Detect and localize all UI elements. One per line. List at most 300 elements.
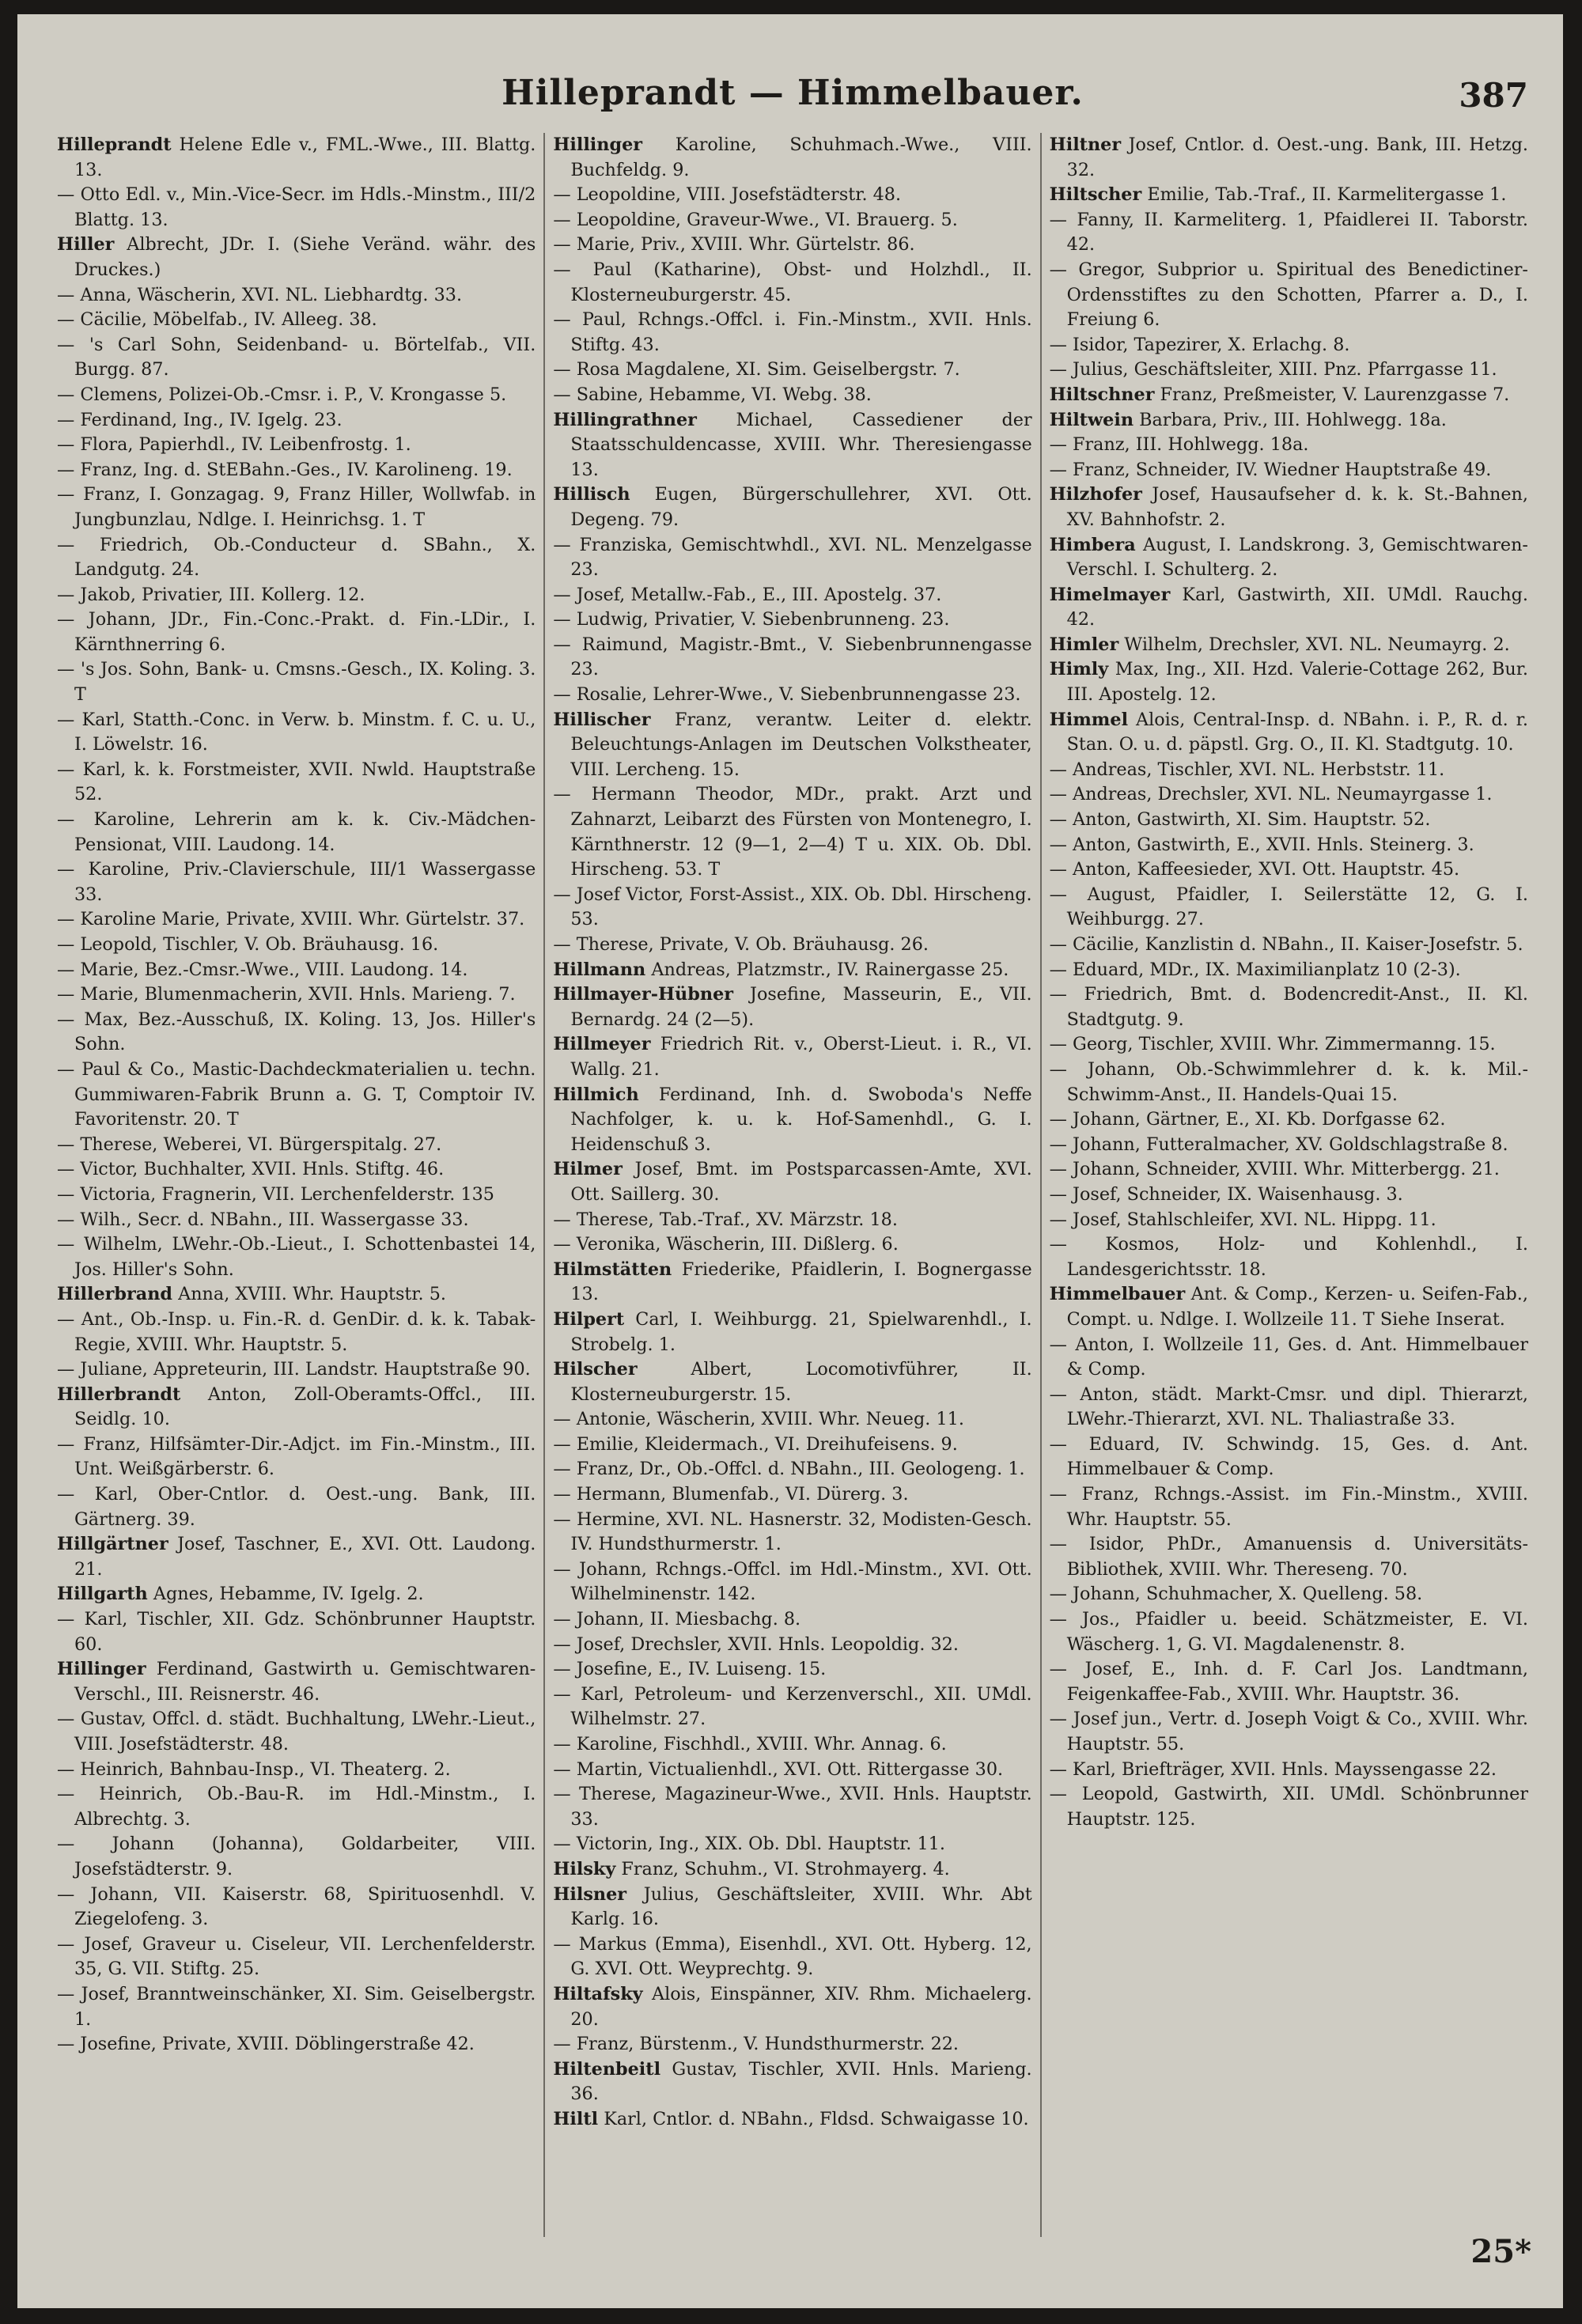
entry-text: — Julius, Geschäftsleiter, XIII. Pnz. Pfarrgasse 11. [1049, 359, 1497, 380]
entry-text: — Victoria, Fragnerin, VII. Lerchenfelderstr. 135 [57, 1183, 494, 1205]
entry-surname: Hilleprandt [57, 134, 172, 155]
entry-text: — Victor, Buchhalter, XVII. Hnls. Stiftg. 46. [57, 1159, 445, 1180]
directory-entry [553, 2107, 1031, 2133]
directory-entry [1050, 1107, 1528, 1133]
entry-text: August, I. Landskrong. 3, Gemischtwaren-Verschl. I. Schulterg. 2. [1066, 534, 1528, 581]
directory-entry [57, 408, 536, 433]
directory-entry [553, 1407, 1031, 1433]
entry-text: — Ludwig, Privatier, V. Siebenbrunneng. 23. [553, 609, 950, 630]
directory-entry [553, 1258, 1031, 1308]
directory-entry [1050, 857, 1528, 883]
entry-text: — Josefine, Private, XVIII. Döblingerstraße 42. [57, 2034, 475, 2055]
directory-entry [57, 1232, 536, 1282]
directory-entry [1050, 483, 1528, 532]
entry-text: Gustav, Tischler, XVII. Hnls. Marieng. 36. [570, 2058, 1032, 2105]
entry-text: — Gustav, Offcl. d. städt. Buchhaltung, LWehr.-Lieut., VIII. Josefstädterstr. 48. [57, 1709, 536, 1754]
directory-entry [1050, 1208, 1528, 1233]
entry-text: — Josef, Metallw.-Fab., E., III. Apostelg. 37. [553, 584, 942, 605]
entry-text: — Josef, Schneider, IX. Waisenhausg. 3. [1049, 1183, 1403, 1205]
directory-entry [553, 958, 1031, 983]
entry-text: — Johann, VII. Kaiserstr. 68, Spirituosenhdl. V. Ziegelofeng. 3. [57, 1883, 536, 1930]
entry-text: Josef, Cntlor. d. Oest.-ung. Bank, III. Hetzg. 32. [1066, 134, 1528, 180]
directory-entry [553, 533, 1031, 583]
directory-entry [1050, 982, 1528, 1032]
entry-surname: Hillinger [57, 1659, 146, 1680]
directory-entry [553, 2057, 1031, 2107]
entry-text: — Johann, Rchngs.-Offcl. im Hdl.-Minstm., XVI. Ott. Wilhelminenstr. 142. [553, 1558, 1032, 1605]
directory-entry [57, 657, 536, 707]
entry-text: — Karoline, Priv.-Clavierschule, III/1 Wassergasse 33. [57, 859, 536, 905]
directory-entry [57, 1582, 536, 1607]
entry-text: — Johann, Schneider, XVIII. Whr. Mitterbergg. 21. [1049, 1159, 1500, 1180]
directory-entry [57, 133, 536, 183]
entry-surname: Hilmer [553, 1159, 623, 1180]
entry-surname: Hillgarth [57, 1584, 148, 1605]
entry-text: — Antonie, Wäscherin, XVIII. Whr. Neueg. 11. [553, 1409, 964, 1430]
directory-entry [57, 1058, 536, 1133]
entry-text: — Franziska, Gemischtwhdl., XVI. NL. Menzelgasse 23. [553, 534, 1032, 581]
directory-entry [1050, 1758, 1528, 1783]
directory-entry [57, 708, 536, 758]
entry-text: — Isidor, Tapezirer, X. Erlachg. 8. [1049, 334, 1350, 355]
directory-entry [553, 708, 1031, 783]
directory-entry [553, 133, 1031, 183]
directory-entry [1050, 433, 1528, 458]
entry-text: Ferdinand, Inh. d. Swoboda's Neffe Nachfolger, k. u. k. Hof-Samenhdl., G. I. Heidenschuß 3. [570, 1084, 1032, 1155]
directory-entry [553, 883, 1031, 933]
entry-text: Anton, Zoll-Oberamts-Offcl., III. Seidlg. 10. [74, 1383, 536, 1430]
entry-surname: Himmelbauer [1049, 1284, 1186, 1305]
directory-entry [57, 982, 536, 1008]
directory-entry [553, 1032, 1031, 1082]
entry-text: Emilie, Tab.-Traf., II. Karmelitergasse 1. [1147, 184, 1507, 206]
entry-surname: Himelmayer [1049, 584, 1171, 605]
entry-surname: Hillmich [553, 1084, 639, 1105]
entry-text: — Wilh., Secr. d. NBahn., III. Wassergasse 33. [57, 1209, 469, 1230]
entry-surname: Hillinger [553, 134, 643, 155]
entry-text: — Johann, Gärtner, E., XI. Kb. Dorfgasse 62. [1049, 1109, 1446, 1130]
entry-text: — Karl, Ober-Cntlor. d. Oest.-ung. Bank, III. Gärtnerg. 39. [57, 1484, 536, 1530]
entry-columns [49, 133, 1536, 2237]
entry-text: Franz, Preßmeister, V. Laurenzgasse 7. [1160, 384, 1510, 405]
directory-entry [553, 1932, 1031, 1982]
entry-text: — Josef jun., Vertr. d. Joseph Voigt & Co., XVIII. Whr. Hauptstr. 55. [1049, 1709, 1528, 1754]
directory-entry [553, 583, 1031, 608]
entry-surname: Hiltenbeitl [553, 2058, 661, 2080]
directory-entry [57, 233, 536, 282]
directory-entry [553, 607, 1031, 633]
entry-text: — Therese, Magazineur-Wwe., XVII. Hnls. Hauptstr. 33. [553, 1784, 1032, 1830]
directory-entry [553, 1982, 1031, 2032]
entry-text: — Andreas, Tischler, XVI. NL. Herbststr. 11. [1049, 759, 1445, 780]
directory-entry [553, 1732, 1031, 1758]
entry-text: — Paul (Katharine), Obst- und Holzhdl., II. Klosterneuburgerstr. 45. [553, 259, 1032, 305]
directory-entry [57, 907, 536, 933]
directory-entry [553, 1782, 1031, 1832]
entry-text: Franz, Schuhm., VI. Strohmayerg. 4. [621, 1858, 950, 1879]
entry-text: — Marie, Blumenmacherin, XVII. Hnls. Marieng. 7. [57, 984, 516, 1005]
entry-text: — Josef Victor, Forst-Assist., XIX. Ob. Dbl. Hirscheng. 53. [553, 884, 1032, 930]
entry-text: — Anton, Kaffeesieder, XVI. Ott. Hauptstr. 45. [1049, 859, 1460, 880]
directory-entry [1050, 1657, 1528, 1707]
directory-entry [57, 857, 536, 907]
directory-entry [1050, 933, 1528, 958]
entry-text: — Markus (Emma), Eisenhdl., XVI. Ott. Hyberg. 12, G. XVI. Ott. Weyprechtg. 9. [553, 1933, 1032, 1980]
entry-text: — Anton, städt. Markt-Cmsr. und dipl. Thierarzt, LWehr.-Thierarzt, XVI. NL. Thaliastraße 33. [1049, 1383, 1528, 1430]
entry-text: — Franz, Schneider, IV. Wiedner Hauptstraße 49. [1049, 459, 1492, 480]
entry-text: — Friedrich, Bmt. d. Bodencredit-Anst., II. Kl. Stadtgutg. 9. [1049, 984, 1528, 1030]
entry-text: — Karoline, Lehrerin am k. k. Civ.-Mädchen-Pensionat, VIII. Laudong. 14. [57, 809, 536, 855]
entry-text: — Hermine, XVI. NL. Hasnerstr. 32, Modisten-Gesch. IV. Hundsthurmerstr. 1. [553, 1508, 1032, 1555]
directory-entry [57, 1883, 536, 1932]
directory-entry [1050, 408, 1528, 433]
directory-entry [553, 483, 1031, 532]
entry-surname: Hilmstätten [553, 1259, 672, 1280]
directory-entry [1050, 1032, 1528, 1058]
directory-entry [57, 1157, 536, 1183]
entry-text: — Josef, Drechsler, XVII. Hnls. Leopoldig. 32. [553, 1633, 959, 1655]
entry-text: — Johann, Futteralmacher, XV. Goldschlagstraße 8. [1049, 1134, 1508, 1155]
entry-text: — Johann (Johanna), Goldarbeiter, VIII. Josefstädterstr. 9. [57, 1834, 536, 1879]
directory-entry [553, 183, 1031, 208]
entry-text: Wilhelm, Drechsler, XVI. NL. Neumayrg. 2. [1124, 634, 1510, 655]
directory-entry [57, 1657, 536, 1707]
directory-entry [553, 1457, 1031, 1482]
entry-surname: Hiltner [1049, 134, 1122, 155]
entry-text: — Karoline Marie, Private, XVIII. Whr. Gürtelstr. 37. [57, 909, 525, 930]
entry-text: — Leopold, Gastwirth, XII. UMdl. Schönbrunner Hauptstr. 125. [1049, 1784, 1528, 1830]
directory-entry [57, 808, 536, 857]
entry-text: — Andreas, Drechsler, XVI. NL. Neumayrgasse 1. [1049, 784, 1493, 805]
entry-text: — Anton, I. Wollzeile 11, Ges. d. Ant. Himmelbauer & Comp. [1049, 1334, 1528, 1380]
directory-entry [553, 1083, 1031, 1158]
entry-surname: Hilpert [553, 1308, 625, 1330]
directory-entry [57, 1433, 536, 1482]
entry-text: Friederike, Pfaidlerin, I. Bognergasse 13. [570, 1259, 1032, 1305]
entry-text: — August, Pfaidler, I. Seilerstätte 12, G. I. Weihburgg. 27. [1049, 884, 1528, 930]
entry-text: — Therese, Private, V. Ob. Bräuhausg. 26. [553, 934, 929, 955]
entry-surname: Hillmeyer [553, 1034, 651, 1055]
directory-entry [57, 1133, 536, 1158]
directory-entry [553, 1482, 1031, 1508]
directory-entry [57, 2032, 536, 2057]
directory-entry [1050, 133, 1528, 183]
page-number: 387 [1459, 76, 1528, 115]
entry-surname: Hilsky [553, 1858, 616, 1879]
entry-text: — Karl, Statth.-Conc. in Verw. b. Minstm. f. C. u. U., I. Löwelstr. 16. [57, 709, 536, 755]
directory-entry [57, 383, 536, 408]
column-2 [545, 133, 1041, 2237]
entry-text: — Heinrich, Ob.-Bau-R. im Hdl.-Minstm., I. Albrechtg. 3. [57, 1784, 536, 1830]
entry-text: — Karl, Tischler, XII. Gdz. Schönbrunner Hauptstr. 60. [57, 1609, 536, 1655]
directory-entry [553, 1607, 1031, 1633]
directory-entry [57, 1183, 536, 1208]
entry-text: — Paul & Co., Mastic-Dachdeckmaterialien u. techn. Gummiwaren-Fabrik Brunn a. G. T, Comptoir IV. Favoritenstr. 20. T [57, 1058, 536, 1130]
entry-text: — Josef, E., Inh. d. F. Carl Jos. Landtmann, Feigenkaffee-Fab., XVIII. Whr. Hauptstr. 36. [1049, 1659, 1528, 1705]
entry-text: — Johann, Ob.-Schwimmlehrer d. k. k. Mil.-Schwimm-Anst., II. Handels-Quai 15. [1049, 1058, 1528, 1105]
entry-surname: Hillerbrandt [57, 1383, 181, 1405]
directory-entry [1050, 1058, 1528, 1107]
directory-entry [57, 308, 536, 333]
entry-surname: Hillmann [553, 959, 646, 980]
entry-text: — Karl, Petroleum- und Kerzenverschl., XII. UMdl. Wilhelmstr. 27. [553, 1683, 1032, 1730]
entry-text: — Anton, Gastwirth, E., XVII. Hnls. Steinerg. 3. [1049, 834, 1474, 855]
directory-entry [553, 1558, 1031, 1607]
entry-text: — Leopoldine, Graveur-Wwe., VI. Brauerg. 5. [553, 209, 958, 230]
directory-entry [553, 383, 1031, 408]
directory-entry [553, 233, 1031, 258]
directory-entry [553, 1883, 1031, 1932]
directory-entry [553, 2032, 1031, 2057]
directory-entry [57, 1832, 536, 1882]
directory-entry [57, 1532, 536, 1582]
entry-text: Friedrich Rit. v., Oberst-Lieut. i. R., VI. Wallg. 21. [570, 1034, 1032, 1080]
entry-text: — Kosmos, Holz- und Kohlenhdl., I. Landesgerichtsstr. 18. [1049, 1234, 1528, 1280]
entry-text: Andreas, Platzmstr., IV. Rainergasse 25. [651, 959, 1009, 980]
entry-text: Josef, Bmt. im Postsparcassen-Amte, XVI. Ott. Saillerg. 30. [570, 1159, 1032, 1205]
entry-text: — Sabine, Hebamme, VI. Webg. 38. [553, 384, 872, 405]
directory-entry [1050, 633, 1528, 658]
entry-text: Karl, Gastwirth, XII. UMdl. Rauchg. 42. [1066, 584, 1528, 630]
directory-entry [553, 1433, 1031, 1458]
directory-entry [553, 933, 1031, 958]
directory-entry [1050, 1333, 1528, 1383]
directory-entry [1050, 208, 1528, 258]
directory-page [17, 14, 1563, 2308]
entry-text: — Jakob, Privatier, III. Kollerg. 12. [57, 584, 365, 605]
entry-text: Ferdinand, Gastwirth u. Gemischtwaren-Verschl., III. Reisnerstr. 46. [74, 1659, 536, 1705]
entry-surname: Hiltl [553, 2108, 599, 2129]
directory-entry [553, 258, 1031, 308]
entry-text: — Franz, Bürstenm., V. Hundsthurmerstr. 22. [553, 2034, 959, 2055]
entry-text: — Paul, Rchngs.-Offcl. i. Fin.-Minstm., XVII. Hnls. Stiftg. 43. [553, 309, 1032, 355]
entry-text: — Johann, JDr., Fin.-Conc.-Prakt. d. Fin.-LDir., I. Kärnthnerring 6. [57, 609, 536, 655]
directory-entry [553, 982, 1031, 1032]
entry-text: — Leopold, Tischler, V. Ob. Bräuhausg. 16. [57, 934, 439, 955]
entry-surname: Hiltafsky [553, 1983, 643, 2004]
directory-entry [1050, 1782, 1528, 1832]
directory-entry [1050, 1707, 1528, 1757]
entry-text: — Franz, Dr., Ob.-Offcl. d. NBahn., III. Geologeng. 1. [553, 1459, 1025, 1480]
directory-entry [553, 782, 1031, 882]
entry-text: — Fanny, II. Karmeliterg. 1, Pfaidlerei II. Taborstr. 42. [1049, 209, 1528, 255]
entry-text: — Max, Bez.-Ausschuß, IX. Koling. 13, Jos. Hiller's Sohn. [57, 1009, 536, 1055]
entry-surname: Hillerbrand [57, 1284, 172, 1305]
entry-text: — Josef, Stahlschleifer, XVI. NL. Hippg. 11. [1049, 1209, 1436, 1230]
directory-entry [57, 933, 536, 958]
entry-text: — Martin, Victualienhdl., XVI. Ott. Rittergasse 30. [553, 1758, 1004, 1780]
entry-text: — Karl, k. k. Forstmeister, XVII. Nwld. Hauptstraße 52. [57, 759, 536, 805]
directory-entry [57, 433, 536, 458]
entry-text: Karl, Cntlor. d. NBahn., Fldsd. Schwaigasse 10. [604, 2108, 1029, 2129]
entry-text: Julius, Geschäftsleiter, XVIII. Whr. Abt Karlg. 16. [570, 1883, 1032, 1930]
entry-text: — Franz, Rchngs.-Assist. im Fin.-Minstm., XVIII. Whr. Hauptstr. 55. [1049, 1484, 1528, 1530]
directory-entry [57, 1383, 536, 1433]
entry-text: — Marie, Priv., XVIII. Whr. Gürtelstr. 86. [553, 234, 915, 255]
entry-text: Barbara, Priv., III. Hohlwegg. 18a. [1139, 409, 1447, 430]
entry-surname: Hilscher [553, 1359, 638, 1380]
directory-entry [553, 1208, 1031, 1233]
entry-text: Michael, Cassediener der Staatsschuldencasse, XVIII. Whr. Theresiengasse 13. [570, 409, 1032, 480]
entry-text: — Eduard, IV. Schwindg. 15, Ges. d. Ant. Himmelbauer & Comp. [1049, 1433, 1528, 1480]
entry-text: — Georg, Tischler, XVIII. Whr. Zimmermanng. 15. [1049, 1034, 1496, 1055]
entry-text: — Wilhelm, LWehr.-Ob.-Lieut., I. Schottenbastei 14, Jos. Hiller's Sohn. [57, 1234, 536, 1280]
directory-entry [1050, 958, 1528, 983]
entry-text: — Jos., Pfaidler u. beeid. Schätzmeister, E. VI. Wäscherg. 1, G. VI. Magdalenenstr. 8. [1049, 1609, 1528, 1655]
entry-text: — Karoline, Fischhdl., XVIII. Whr. Annag. 6. [553, 1734, 947, 1754]
entry-text: — Friedrich, Ob.-Conducteur d. SBahn., X. Landgutg. 24. [57, 534, 536, 581]
entry-text: Josefine, Masseurin, E., VII. Bernardg. 24 (2—5). [570, 984, 1032, 1030]
directory-entry [1050, 708, 1528, 758]
directory-entry [57, 1982, 536, 2032]
directory-entry [57, 607, 536, 657]
column-3 [1042, 133, 1536, 2237]
directory-entry [1050, 533, 1528, 583]
entry-text: — Franz, Hilfsämter-Dir.-Adjct. im Fin.-Minstm., III. Unt. Weißgärberstr. 6. [57, 1433, 536, 1480]
directory-entry [553, 1633, 1031, 1658]
entry-text: Franz, verantw. Leiter d. elektr. Beleuchtungs-Anlagen im Deutschen Volkstheater, VIII. Lercheng. 15. [570, 709, 1032, 780]
entry-text: Alois, Einspänner, XIV. Rhm. Michaelerg. 20. [570, 1983, 1032, 2030]
entry-text: Helene Edle v., FML.-Wwe., III. Blattg. 13. [74, 134, 536, 180]
directory-entry [57, 458, 536, 483]
entry-text: — 's Jos. Sohn, Bank- u. Cmsns.-Gesch., IX. Koling. 3. T [57, 659, 536, 706]
entry-text: Carl, I. Weihburgg. 21, Spielwarenhdl., I. Strobelg. 1. [570, 1308, 1032, 1355]
entry-text: — Hermann, Blumenfab., VI. Dürerg. 3. [553, 1484, 909, 1505]
entry-text: Max, Ing., XII. Hzd. Valerie-Cottage 262, Bur. III. Apostelg. 12. [1066, 659, 1528, 706]
directory-entry [57, 1482, 536, 1532]
directory-entry [1050, 383, 1528, 408]
entry-surname: Hillmayer-Hübner [553, 984, 734, 1005]
entry-text: Josef, Hausaufseher d. k. k. St.-Bahnen, XV. Bahnhofstr. 2. [1066, 484, 1528, 530]
entry-text: — Josef, Graveur u. Ciseleur, VII. Lerchenfelderstr. 35, G. VII. Stiftg. 25. [57, 1933, 536, 1980]
directory-entry [57, 1282, 536, 1308]
directory-entry [57, 958, 536, 983]
entry-text: Agnes, Hebamme, IV. Igelg. 2. [153, 1584, 424, 1605]
directory-entry [1050, 1482, 1528, 1532]
directory-entry [553, 1758, 1031, 1783]
entry-text: — Franz, III. Hohlwegg. 18a. [1049, 434, 1309, 456]
directory-entry [1050, 583, 1528, 633]
entry-text: — Anna, Wäscherin, XVI. NL. Liebhardtg. 33. [57, 284, 463, 305]
entry-text: — Johann, II. Miesbachg. 8. [553, 1609, 801, 1630]
directory-entry [553, 208, 1031, 233]
entry-text: — Therese, Tab.-Traf., XV. Märzstr. 18. [553, 1209, 898, 1230]
entry-text: — Josef, Branntweinschänker, XI. Sim. Geiselbergstr. 1. [57, 1983, 536, 2030]
directory-entry [553, 1357, 1031, 1407]
entry-text: — 's Carl Sohn, Seidenband- u. Börtelfab., VII. Burgg. 87. [57, 334, 536, 380]
directory-entry [1050, 833, 1528, 858]
directory-entry [1050, 1582, 1528, 1607]
entry-text: Anna, XVIII. Whr. Hauptstr. 5. [178, 1284, 447, 1305]
directory-entry [553, 358, 1031, 383]
entry-text: — Cäcilie, Möbelfab., IV. Alleeg. 38. [57, 309, 377, 331]
entry-surname: Hiltscher [1049, 184, 1142, 206]
directory-entry [57, 1932, 536, 1982]
entry-text: — Flora, Papierhdl., IV. Leibenfrostg. 1. [57, 434, 411, 456]
directory-entry [1050, 782, 1528, 808]
directory-entry [57, 1607, 536, 1657]
entry-text: Albert, Locomotivführer, II. Klosterneuburgerstr. 15. [570, 1359, 1032, 1405]
entry-surname: Hillgärtner [57, 1534, 168, 1555]
column-1 [49, 133, 545, 2237]
directory-entry [553, 308, 1031, 358]
directory-entry [57, 333, 536, 383]
entry-text: — Karl, Briefträger, XVII. Hnls. Mayssengasse 22. [1049, 1758, 1497, 1780]
directory-entry [57, 583, 536, 608]
entry-surname: Hiltschner [1049, 384, 1155, 405]
entry-text: — Juliane, Appreteurin, III. Landstr. Hauptstraße 90. [57, 1359, 531, 1380]
running-title: Hilleprandt — Himmelbauer. [501, 73, 1084, 113]
entry-text: — Emilie, Kleidermach., VI. Dreihufeisens. 9. [553, 1433, 958, 1455]
entry-text: — Leopoldine, VIII. Josefstädterstr. 48. [553, 184, 902, 206]
directory-entry [553, 1657, 1031, 1682]
directory-entry [57, 1782, 536, 1832]
directory-entry [553, 1157, 1031, 1207]
entry-text: — Rosa Magdalene, XI. Sim. Geiselbergstr. 7. [553, 359, 960, 380]
entry-surname: Hillisch [553, 484, 630, 505]
directory-entry [1050, 883, 1528, 933]
entry-text: Albrecht, JDr. I. (Siehe Veränd. währ. des Druckes.) [74, 234, 536, 280]
entry-surname: Himbera [1049, 534, 1136, 555]
entry-surname: Himler [1049, 634, 1119, 655]
directory-entry [1050, 333, 1528, 358]
entry-text: — Hermann Theodor, MDr., prakt. Arzt und Zahnarzt, Leibarzt des Fürsten von Montenegro, I. Kärnthnerstr. 12 (9—1, 2—4) T u. XIX. Ob. Dbl. Hirscheng. 53. T [553, 784, 1032, 880]
sheet-signature: 25* [1470, 2233, 1531, 2270]
directory-entry [553, 1857, 1031, 1883]
entry-text: — Ferdinand, Ing., IV. Igelg. 23. [57, 409, 343, 430]
entry-surname: Himly [1049, 659, 1109, 680]
directory-entry [1050, 1282, 1528, 1332]
directory-entry [57, 1208, 536, 1233]
directory-entry [1050, 1232, 1528, 1282]
entry-text: Josef, Taschner, E., XVI. Ott. Laudong. 21. [74, 1534, 536, 1580]
directory-entry [553, 1232, 1031, 1258]
entry-surname: Hillischer [553, 709, 651, 730]
directory-entry [57, 1008, 536, 1058]
entry-text: Eugen, Bürgerschullehrer, XVI. Ott. Degeng. 79. [570, 484, 1032, 530]
directory-entry [1050, 657, 1528, 707]
entry-text: — Isidor, PhDr., Amanuensis d. Universitäts-Bibliothek, XVIII. Whr. Thereseng. 70. [1049, 1534, 1528, 1580]
directory-entry [57, 1707, 536, 1757]
page-header [49, 63, 1536, 130]
entry-surname: Himmel [1049, 709, 1129, 730]
entry-surname: Hiller [57, 234, 115, 255]
directory-entry [553, 683, 1031, 708]
directory-entry [553, 1832, 1031, 1857]
directory-entry [57, 183, 536, 233]
entry-text: — Cäcilie, Kanzlistin d. NBahn., II. Kaiser-Josefstr. 5. [1049, 934, 1523, 955]
directory-entry [1050, 1133, 1528, 1158]
entry-surname: Hiltwein [1049, 409, 1134, 430]
directory-entry [1050, 1157, 1528, 1183]
directory-entry [1050, 358, 1528, 383]
directory-entry [57, 758, 536, 808]
entry-text: — Victorin, Ing., XIX. Ob. Dbl. Hauptstr. 11. [553, 1834, 945, 1855]
directory-entry [1050, 1607, 1528, 1657]
directory-entry [1050, 1433, 1528, 1482]
directory-entry [1050, 1183, 1528, 1208]
entry-text: — Therese, Weberei, VI. Bürgerspitalg. 27. [57, 1134, 442, 1155]
directory-entry [57, 1357, 536, 1383]
entry-surname: Hilzhofer [1049, 484, 1142, 505]
directory-entry [553, 633, 1031, 683]
entry-text: — Johann, Schuhmacher, X. Quelleng. 58. [1049, 1584, 1423, 1605]
directory-entry [1050, 183, 1528, 208]
entry-text: — Veronika, Wäscherin, III. Dißlerg. 6. [553, 1234, 899, 1255]
directory-entry [553, 1308, 1031, 1357]
entry-text: — Rosalie, Lehrer-Wwe., V. Siebenbrunnengasse 23. [553, 684, 1021, 706]
directory-entry [1050, 458, 1528, 483]
